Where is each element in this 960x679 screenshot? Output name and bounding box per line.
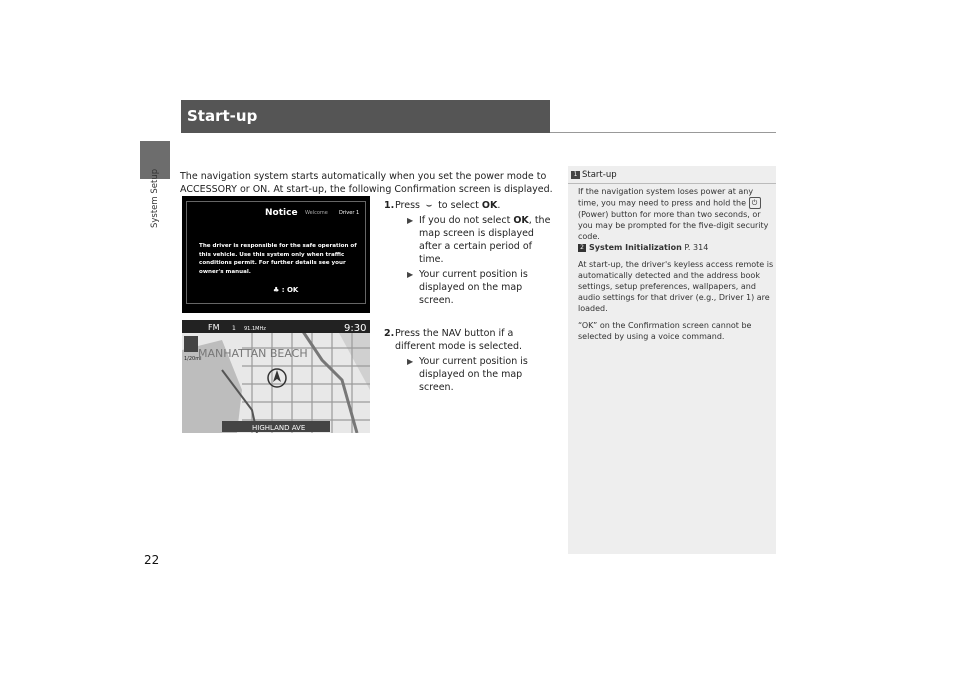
note-text: If the navigation system loses power at any time, you may need to press and hold the [578,187,754,208]
note-paragraph [578,186,774,253]
reference-arrow-icon: 2 [578,244,586,252]
notice-ok [273,286,298,294]
note-marker-icon: 1 [571,171,580,179]
notice-text: The driver is responsible for the safe operation of this vehicle. Use this system only when traffic conditions permit. For further details see your owner's manual. [199,243,357,275]
sub-step-text-bold: OK [513,215,529,226]
sub-step [395,268,556,307]
map-screen-image [182,320,370,433]
note-body [578,186,774,348]
note-rule [568,183,776,184]
map-scale: 1/20mi [184,356,202,362]
intro-paragraph: The navigation system starts automatically when you set the power mode to ACCESSORY or ON. At start-up, the following Confirmation screen is displayed. [180,171,553,195]
confirmation-screen-image [182,196,370,313]
sub-step-text: , the map screen is displayed after a certain period of time. [419,215,551,265]
step-text: to select [438,200,479,211]
sub-step-text: Your current position is displayed on the map screen. [419,356,528,393]
note-paragraph: “OK” on the Confirmation screen cannot be selected by using a voice command. [578,321,752,341]
cross-reference-page: P. 314 [684,243,709,252]
step-text: Press [395,200,421,211]
steps [384,199,556,394]
notice-ok-label: : OK [281,286,299,294]
selector-dial-icon: ⌣ [425,200,433,211]
step-2 [384,327,556,394]
note-header-text: Start-up [582,170,617,180]
map-street: HIGHLAND AVE [252,424,306,432]
note-paragraph: At start-up, the driver's keyless access remote is automatically detected and the address book settings, setup preferences, wallpapers, and audio settings for that driver (e.g., Driver 1) are loaded. [578,260,774,313]
map-band: FM [208,323,220,332]
sub-step [395,355,556,394]
arrow-icon: ▶ [407,357,414,366]
map-preset: 1 [232,325,236,332]
chapter-label: System Setup [150,168,160,228]
step-number: 1. [384,200,395,211]
arrow-icon: ▶ [407,216,414,225]
notice-title: Notice [265,208,298,218]
step-1 [384,199,556,307]
title-rule [550,132,776,133]
notice-frame [186,201,366,304]
map-time: 9:30 [344,323,367,334]
step-number: 2. [384,328,395,339]
sub-step-text: If you do not select [419,215,511,226]
power-icon: ⏻ [749,197,761,209]
section-title: Start-up [181,100,550,133]
sub-step [395,214,556,266]
side-note [568,166,776,554]
dial-icon: ♣ [273,286,280,294]
arrow-icon: ▶ [407,270,414,279]
notice-welcome: Welcome [305,210,328,216]
step-text: Press the NAV button if a different mode is selected. [395,328,523,352]
cross-reference-link[interactable]: System Initialization [589,243,682,252]
page-number: 22 [144,553,160,567]
note-header [571,170,617,180]
sub-step-text: Your current position is displayed on the map screen. [419,269,528,306]
step-text: . [497,200,501,211]
notice-driver: Driver 1 [339,210,360,216]
map-station: 91.1MHz [244,326,266,332]
map-place: MANHATTAN BEACH [198,347,308,360]
step-text-bold: OK [481,200,498,211]
note-text: (Power) button for more than two seconds, or you may be prompted for the five-digit security code. [578,210,769,241]
